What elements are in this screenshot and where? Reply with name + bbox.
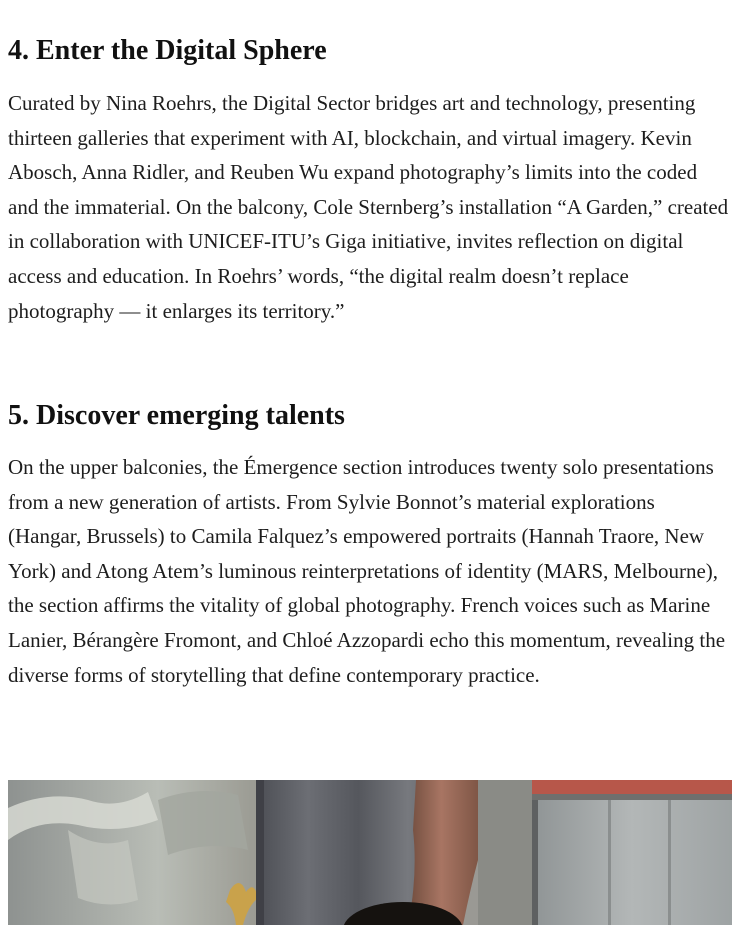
article-photo [8, 780, 732, 925]
section-body-emerging-talents: On the upper balconies, the Émergence section introduces twenty solo presentations from a new generation of artists. From Sylvie Bonnot’s material explorations (Hangar, Brussels) to Camila Falquez’s empowered portraits (Hannah Traore, New York) and Atong Atem’s luminous reinterpretations of identity (MARS, Melbourne), the section affirms the vitality of global photography. French voices such as Marine Lanier, Bérangère Fromont, and Chloé Azzopardi echo this momentum, revealing the diverse forms of storytelling that define contemporary practice. [8, 455, 726, 687]
photo-window-panel [532, 780, 732, 925]
section-heading-emerging-talents: 5. Discover emerging talents [8, 400, 345, 431]
section-body-digital-sphere: Curated by Nina Roehrs, the Digital Sector bridges art and technology, presenting thirteen galleries that experiment with AI, blockchain, and virtual imagery. Kevin Abosch, Anna Ridler, and Reuben Wu expand photography’s limits into the coded and the immaterial. On the balcony, Cole Sternberg’s installation “A Garden,” created in collaboration with UNICEF-ITU’s Giga initiative, invites reflection on digital access and education. In Roehrs’ words, “the digital realm doesn’t replace photography — it enlarges its territory.” [8, 91, 729, 323]
section-heading-digital-sphere: 4. Enter the Digital Sphere [8, 35, 327, 66]
photo-red-trim [532, 780, 732, 794]
